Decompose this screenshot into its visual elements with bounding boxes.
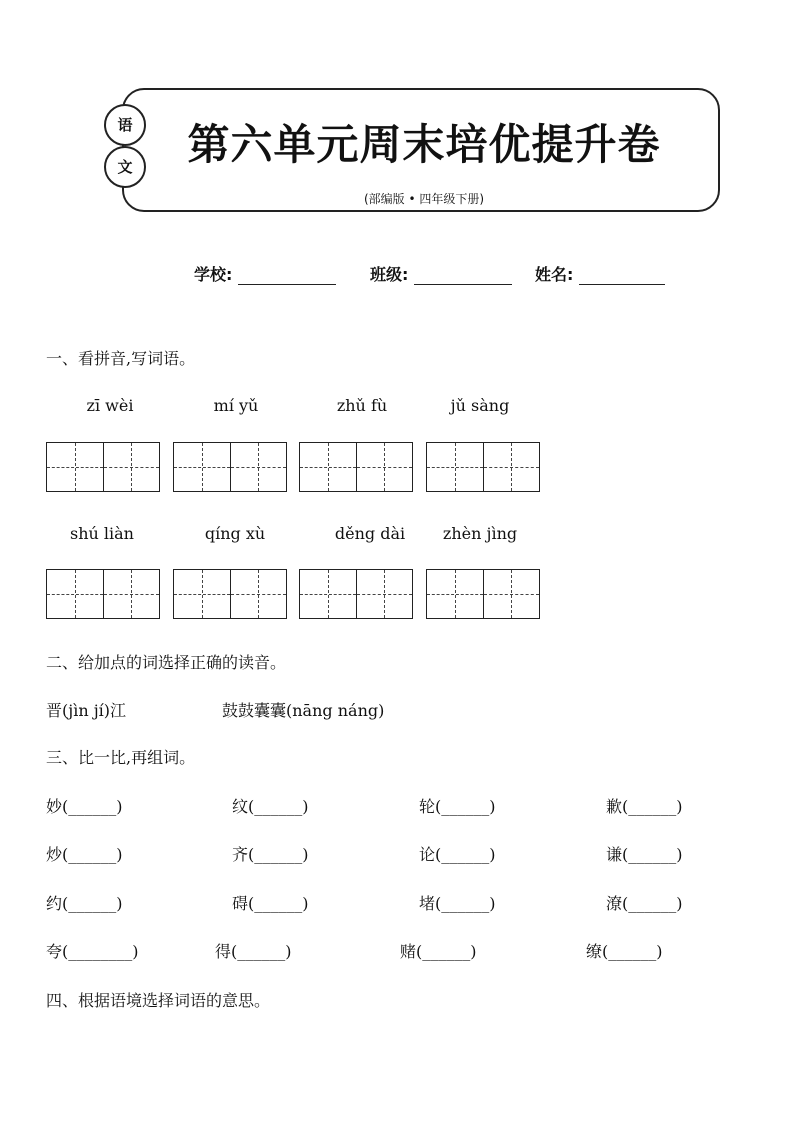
section3-title: 三、比一比,再组词。 xyxy=(46,748,196,767)
name-blank[interactable] xyxy=(579,268,665,285)
section4-title: 四、根据语境选择词语的意思。 xyxy=(46,991,271,1010)
pinyin-label: děng dài xyxy=(334,524,406,543)
school-label: 学校: xyxy=(194,265,233,284)
word-item[interactable]: 碍(______) xyxy=(232,894,309,913)
reading-item-2: 鼓鼓囊囊(nāng náng) xyxy=(222,701,385,720)
pinyin-label: mí yǔ xyxy=(213,396,259,415)
subject-char-wen: 文 xyxy=(104,146,146,188)
writing-grid[interactable] xyxy=(299,442,413,492)
word-item[interactable]: 炒(______) xyxy=(46,845,123,864)
section2-title: 二、给加点的词选择正确的读音。 xyxy=(46,653,287,672)
section1-title: 一、看拼音,写词语。 xyxy=(46,349,196,368)
subject-char-yu: 语 xyxy=(104,104,146,146)
school-blank[interactable] xyxy=(238,268,336,285)
word-item[interactable]: 得(______) xyxy=(215,942,292,961)
word-item[interactable]: 歉(______) xyxy=(606,797,683,816)
word-item[interactable]: 论(______) xyxy=(419,845,496,864)
pinyin-label: shú liàn xyxy=(70,524,134,543)
word-item[interactable]: 纹(______) xyxy=(232,797,309,816)
reading-item-1: 晋(jìn jí)江 xyxy=(46,701,127,720)
writing-grid[interactable] xyxy=(426,442,540,492)
school-field[interactable] xyxy=(194,262,336,285)
page-subtitle: (部编版 • 四年级下册) xyxy=(363,192,485,206)
word-item[interactable]: 妙(______) xyxy=(46,797,123,816)
writing-grid[interactable] xyxy=(173,569,287,619)
word-item[interactable]: 赌(______) xyxy=(400,942,477,961)
writing-grid[interactable] xyxy=(299,569,413,619)
writing-grid[interactable] xyxy=(173,442,287,492)
writing-grid[interactable] xyxy=(46,442,160,492)
word-item[interactable]: 堵(______) xyxy=(419,894,496,913)
class-field[interactable] xyxy=(370,262,512,285)
word-item[interactable]: 轮(______) xyxy=(419,797,496,816)
writing-grid[interactable] xyxy=(426,569,540,619)
writing-grid[interactable] xyxy=(46,569,160,619)
class-label: 班级: xyxy=(370,265,409,284)
name-field[interactable] xyxy=(535,262,665,285)
word-item[interactable]: 潦(______) xyxy=(606,894,683,913)
class-blank[interactable] xyxy=(414,268,512,285)
pinyin-label: zhǔ fù xyxy=(336,396,388,415)
word-item[interactable]: 夸(________) xyxy=(46,942,139,961)
word-item[interactable]: 谦(______) xyxy=(606,845,683,864)
word-item[interactable]: 缭(______) xyxy=(586,942,663,961)
pinyin-label: zī wèi xyxy=(86,396,134,415)
name-label: 姓名: xyxy=(535,265,574,284)
pinyin-label: qíng xù xyxy=(204,524,266,543)
page-title: 第六单元周末培优提升卷 xyxy=(187,120,661,169)
pinyin-label: zhèn jìng xyxy=(442,524,518,543)
word-item[interactable]: 齐(______) xyxy=(232,845,309,864)
word-item[interactable]: 约(______) xyxy=(46,894,123,913)
pinyin-label: jǔ sàng xyxy=(450,396,510,415)
